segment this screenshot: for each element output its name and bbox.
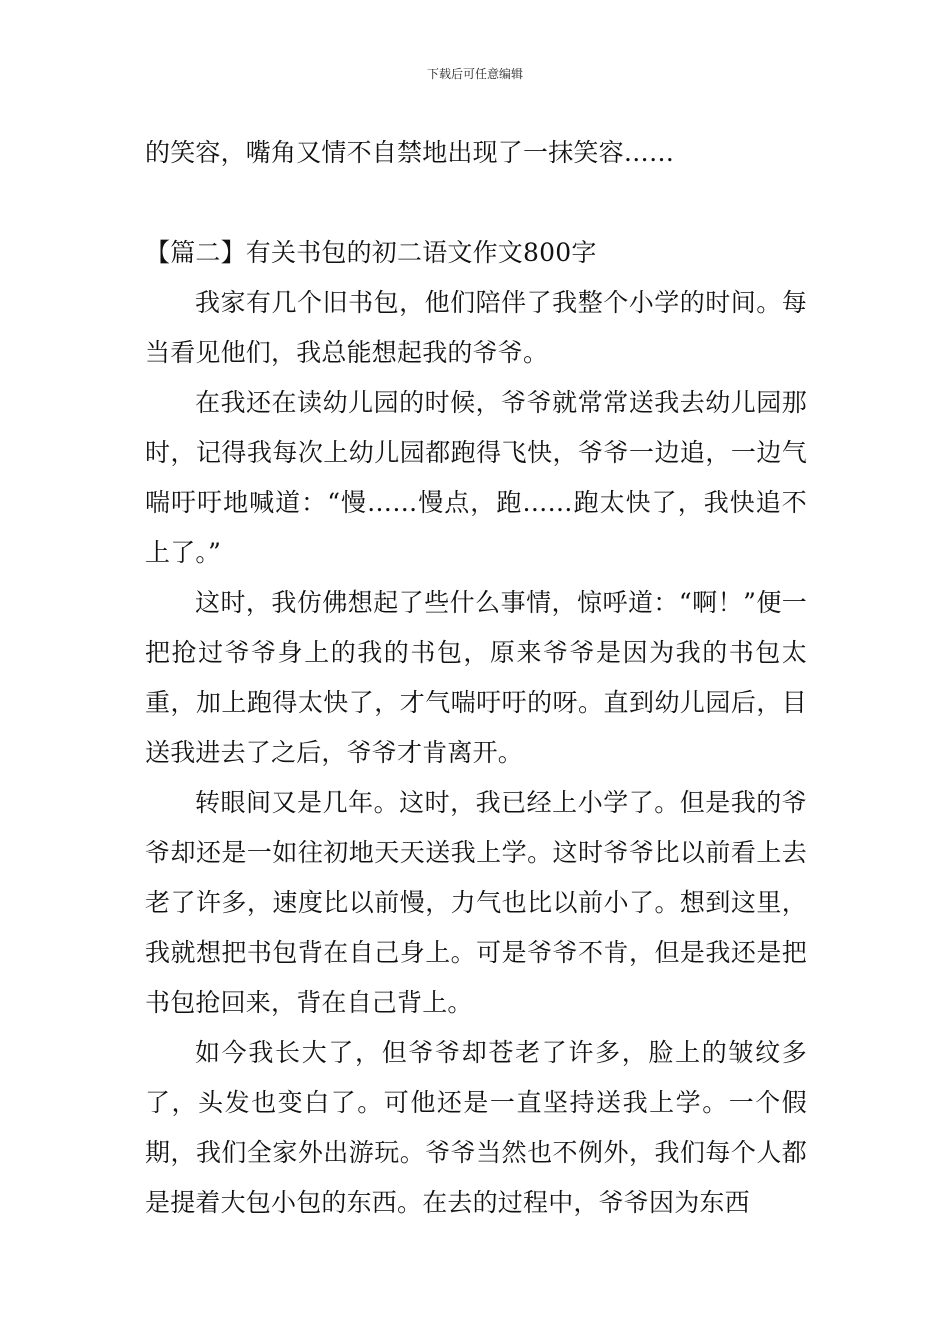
document-body	[145, 128, 807, 1228]
continuation-paragraph: 的笑容，嘴角又情不自禁地出现了一抹笑容……	[145, 138, 675, 167]
paragraph: 在我还在读幼儿园的时候，爷爷就常常送我去幼儿园那时，记得我每次上幼儿园都跑得飞快，爷爷一边追，一边气喘吁吁地喊道：“慢……慢点，跑……跑太快了，我快追不上了。”	[145, 388, 807, 567]
section-spacer	[145, 178, 807, 228]
section-heading: 【篇二】有关书包的初二语文作文800字	[145, 238, 597, 267]
paragraph: 转眼间又是几年。这时，我已经上小学了。但是我的爷爷却还是一如往初地天天送我上学。这时爷爷比以前看上去老了许多，速度比以前慢，力气也比以前小了。想到这里，我就想把书包背在自己身上。可是爷爷不肯，但是我还是把书包抢回来，背在自己背上。	[145, 788, 807, 1017]
paragraph: 如今我长大了，但爷爷却苍老了许多，脸上的皱纹多了，头发也变白了。可他还是一直坚持送我上学。一个假期，我们全家外出游玩。爷爷当然也不例外，我们每个人都是提着大包小包的东西。在去的过程中，爷爷因为东西	[145, 1038, 807, 1217]
paragraph: 这时，我仿佛想起了些什么事情，惊呼道：“啊！”便一把抢过爷爷身上的我的书包，原来爷爷是因为我的书包太重，加上跑得太快了，才气喘吁吁的呀。直到幼儿园后，目送我进去了之后，爷爷才肯离开。	[145, 588, 807, 767]
paragraph: 我家有几个旧书包，他们陪伴了我整个小学的时间。每当看见他们，我总能想起我的爷爷。	[145, 288, 807, 367]
page-header-note: 下载后可任意编辑	[426, 67, 523, 81]
